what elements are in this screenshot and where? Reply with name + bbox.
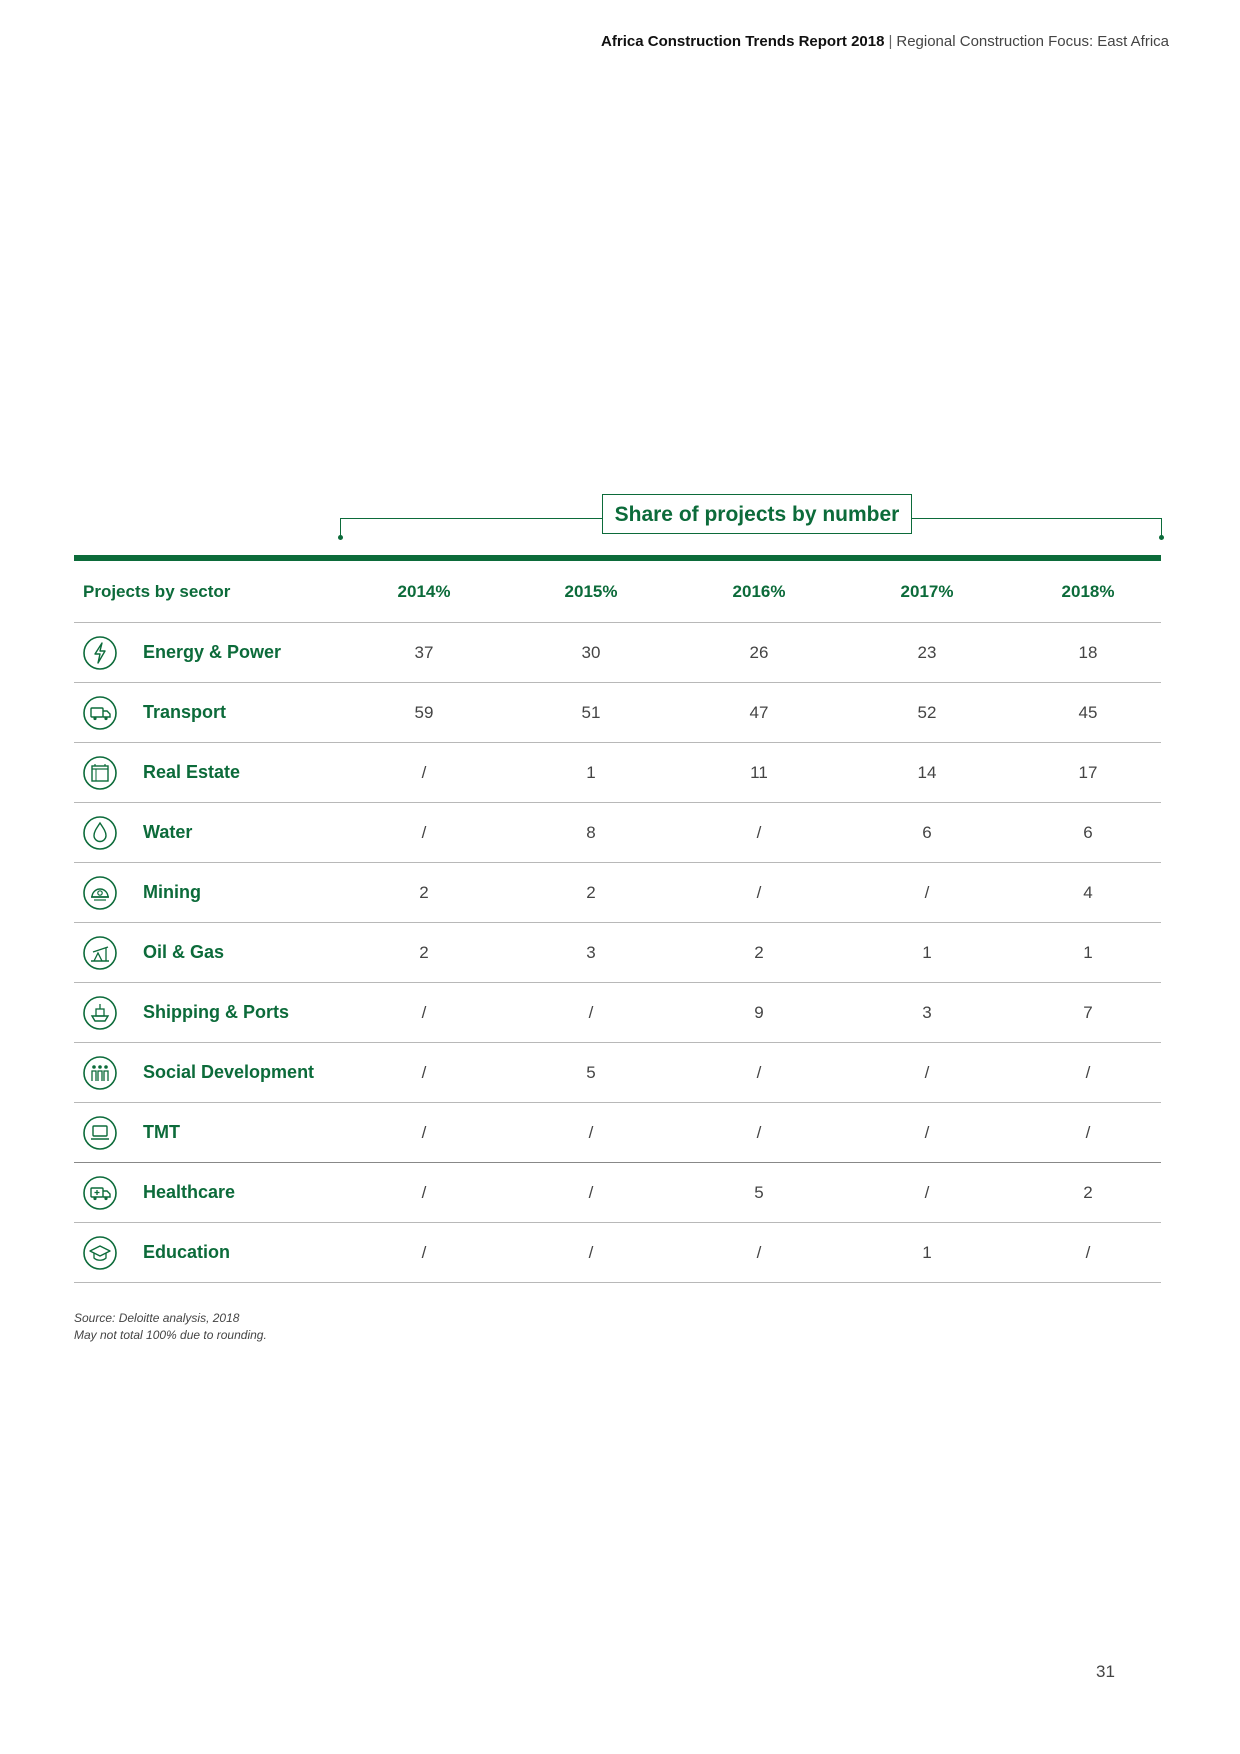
- graduation-cap-icon: [82, 1235, 118, 1271]
- table-cell: 6: [1083, 822, 1093, 842]
- laptop-icon: [82, 1115, 118, 1151]
- table-cell: /: [421, 1242, 427, 1262]
- sector-label: Oil & Gas: [143, 942, 225, 962]
- table-cell: /: [756, 1122, 762, 1142]
- group-title: Share of projects by number: [602, 494, 912, 534]
- table-cell: /: [924, 1122, 930, 1142]
- bracket-end-dot: [338, 535, 343, 540]
- table-cell: /: [421, 822, 427, 842]
- table-cell: 11: [750, 762, 768, 782]
- rounding-note: May not total 100% due to rounding.: [74, 1328, 267, 1342]
- table-row: [74, 623, 1161, 683]
- sector-label: Healthcare: [143, 1182, 236, 1202]
- sector-label: Shipping & Ports: [143, 1002, 289, 1022]
- table-row: [74, 683, 1161, 743]
- table-cell: /: [588, 1122, 594, 1142]
- table-cell: 3: [922, 1002, 932, 1022]
- sector-projects-table: [74, 555, 1161, 1283]
- table-cell: 51: [581, 702, 601, 722]
- water-drop-icon: [82, 815, 118, 851]
- oil-pump-icon: [82, 935, 118, 971]
- table-cell: 30: [581, 642, 601, 662]
- table-cell: 2: [419, 882, 429, 902]
- table-cell: 9: [754, 1002, 764, 1022]
- sector-label: Transport: [143, 702, 227, 722]
- table-cell: 5: [754, 1182, 764, 1202]
- table-cell: /: [756, 1242, 762, 1262]
- table-row: [74, 803, 1161, 863]
- sector-label: Education: [143, 1242, 231, 1262]
- table-row: [74, 1043, 1161, 1103]
- table-header-row: [74, 561, 1161, 623]
- table-cell: /: [421, 1182, 427, 1202]
- table-row: [74, 923, 1161, 983]
- table-cell: /: [421, 1002, 427, 1022]
- table-cell: 45: [1078, 702, 1098, 722]
- column-group-header: [340, 494, 1162, 548]
- table-cell: /: [924, 1062, 930, 1082]
- source-note: Source: Deloitte analysis, 2018: [74, 1311, 240, 1325]
- mining-helmet-icon: [82, 875, 118, 911]
- table-cell: 52: [917, 702, 937, 722]
- table-cell: 1: [1083, 942, 1093, 962]
- table-cell: /: [1085, 1062, 1091, 1082]
- table-cell: /: [756, 882, 762, 902]
- table-cell: 6: [922, 822, 932, 842]
- table-cell: 2: [419, 942, 429, 962]
- people-icon: [82, 1055, 118, 1091]
- table-cell: 7: [1083, 1002, 1093, 1022]
- table-cell: 37: [414, 642, 434, 662]
- report-title: Africa Construction Trends Report 2018: [601, 33, 885, 50]
- table-cell: 5: [586, 1062, 596, 1082]
- ship-icon: [82, 995, 118, 1031]
- section-title: Regional Construction Focus: East Africa: [896, 33, 1169, 50]
- column-header: 2017%: [900, 581, 954, 601]
- table-cell: 17: [1078, 762, 1098, 782]
- table-cell: 23: [917, 642, 937, 662]
- table-cell: 3: [586, 942, 596, 962]
- column-header: 2015%: [564, 581, 618, 601]
- table-cell: /: [1085, 1122, 1091, 1142]
- ambulance-icon: [82, 1175, 118, 1211]
- table-cell: /: [421, 1062, 427, 1082]
- table-cell: 2: [1083, 1182, 1093, 1202]
- table-cell: 8: [586, 822, 596, 842]
- table-cell: 59: [414, 702, 434, 722]
- lightning-icon: [82, 635, 118, 671]
- table-cell: /: [756, 1062, 762, 1082]
- table-row: [74, 983, 1161, 1043]
- sector-label: Water: [143, 822, 193, 842]
- column-header: 2016%: [732, 581, 786, 601]
- sector-label: Real Estate: [143, 762, 241, 782]
- sector-label: Energy & Power: [143, 642, 282, 662]
- table-row: [74, 863, 1161, 923]
- table-row: [74, 1103, 1161, 1163]
- running-header: [601, 33, 1169, 50]
- table-cell: /: [588, 1242, 594, 1262]
- table-cell: 2: [586, 882, 596, 902]
- bracket-end-dot: [1159, 535, 1164, 540]
- table-row: [74, 1223, 1161, 1283]
- row-header-label: Projects by sector: [83, 581, 231, 601]
- page-number: 31: [1096, 1662, 1115, 1681]
- table-cell: /: [1085, 1242, 1091, 1262]
- sector-label: Mining: [143, 882, 201, 902]
- table-cell: 14: [917, 762, 937, 782]
- table-cell: 1: [586, 762, 596, 782]
- table-cell: /: [924, 882, 930, 902]
- table-row: [74, 743, 1161, 803]
- table-cell: /: [588, 1002, 594, 1022]
- sector-label: Social Development: [143, 1062, 315, 1082]
- table-cell: /: [421, 1122, 427, 1142]
- header-separator: |: [888, 33, 893, 50]
- truck-icon: [82, 695, 118, 731]
- column-header: 2018%: [1061, 581, 1115, 601]
- column-header: 2014%: [397, 581, 451, 601]
- sector-label: TMT: [143, 1122, 180, 1142]
- table-cell: /: [756, 822, 762, 842]
- building-icon: [82, 755, 118, 791]
- table-cell: /: [421, 762, 427, 782]
- table-row: [74, 1163, 1161, 1223]
- table-cell: 26: [749, 642, 769, 662]
- table-cell: 1: [922, 1242, 932, 1262]
- table-cell: /: [588, 1182, 594, 1202]
- table-cell: 47: [749, 702, 769, 722]
- table-notes: [74, 1310, 267, 1344]
- table-cell: /: [924, 1182, 930, 1202]
- table-cell: 2: [754, 942, 764, 962]
- table-cell: 4: [1083, 882, 1093, 902]
- table-cell: 18: [1078, 642, 1098, 662]
- table-cell: 1: [922, 942, 932, 962]
